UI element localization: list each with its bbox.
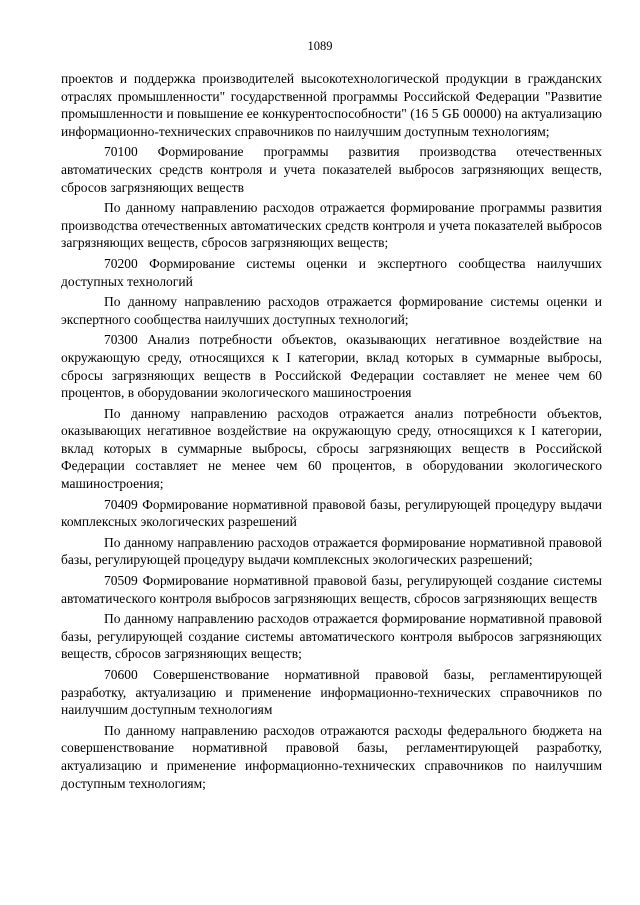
paragraph: 70100 Формирование программы развития производства отечественных автоматических средств контроля и учета показателей выбросов загрязняющих веществ, сбросов загрязняющих веществ: [61, 144, 602, 195]
page-number: 1089: [307, 39, 333, 53]
paragraph: 70600 Совершенствование нормативной правовой базы, регламентирующей разработку, актуализацию и применение информационно-технических справочников по наилучшим доступным технологиям: [61, 667, 602, 718]
paragraph: проектов и поддержка производителей высокотехнологической продукции в гражданских отраслях промышленности" государственной программы Российской Федерации "Развитие промышленности и повышение ее конкурентоспособности" (16 5 GБ 00000) на актуализацию информационно-технических справочников по наилучшим доступным технологиям;: [61, 71, 602, 139]
paragraph: По данному направлению расходов отражается формирование программы развития производства отечественных автоматических средств контроля и учета показателей выбросов загрязняющих веществ, сбросов загрязняющих веществ;: [61, 200, 602, 251]
paragraph: По данному направлению расходов отражается формирование нормативной правовой базы, регулирующей процедуру выдачи комплексных экологических разрешений;: [61, 534, 602, 568]
body-text: [61, 70, 602, 795]
paragraph: 70509 Формирование нормативной правовой базы, регулирующей создание системы автоматического контроля выбросов загрязняющих веществ, сбросов загрязняющих веществ: [61, 573, 602, 606]
paragraph: По данному направлению расходов отражаются расходы федерального бюджета на совершенствование нормативной правовой базы, регламентирующей разработку, актуализацию и применение информационно-технических справочников по наилучшим доступным технологиям;: [61, 722, 602, 791]
paragraph: 70300 Анализ потребности объектов, оказывающих негативное воздействие на окружающую среду, относящихся к I категории, вклад которых в суммарные выбросы, сбросы загрязняющих веществ в Российской Федерации составляет не менее чем 60 процентов, в оборудовании экологического машиностроения: [61, 332, 602, 401]
paragraph: 70200 Формирование системы оценки и экспертного сообщества наилучших доступных технологий: [61, 255, 602, 289]
paragraph: По данному направлению расходов отражается формирование системы оценки и экспертного сообщества наилучших доступных технологий;: [61, 294, 602, 327]
paragraph: По данному направлению расходов отражается формирование нормативной правовой базы, регулирующей создание системы автоматического контроля выбросов загрязняющих веществ, сбросов загрязняющих веществ;: [61, 611, 602, 662]
paragraph: 70409 Формирование нормативной правовой базы, регулирующей процедуру выдачи комплексных экологических разрешений: [61, 496, 602, 530]
paragraph: По данному направлению расходов отражается анализ потребности объектов, оказывающих негативное воздействие на окружающую среду, относящихся к I категории, вклад которых в суммарные выбросы, сбросы загрязняющих веществ в Российской Федерации составляет не менее чем 60 процентов, в оборудовании экологического машиностроения;: [61, 405, 602, 492]
